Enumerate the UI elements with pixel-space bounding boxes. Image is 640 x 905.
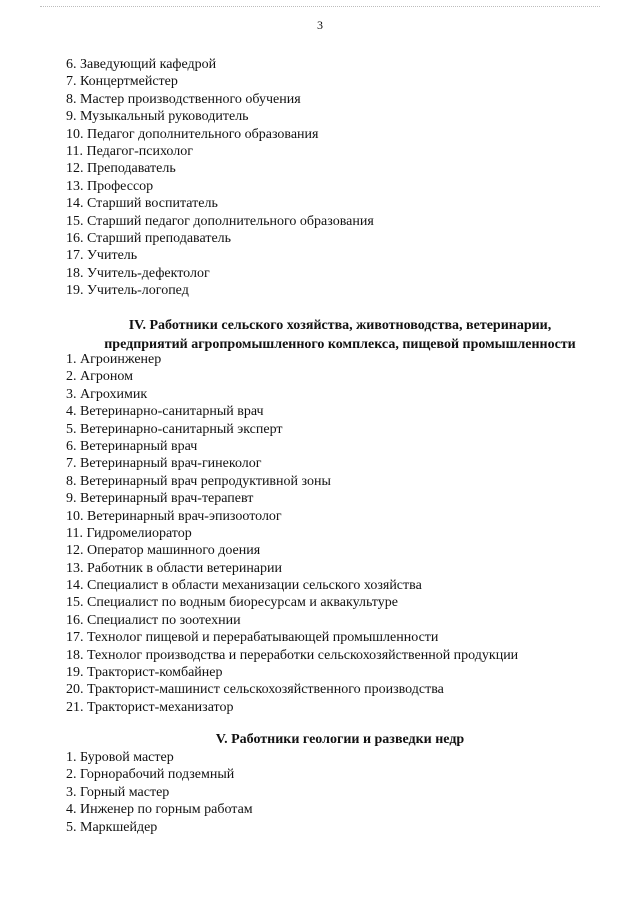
list-item: 8. Ветеринарный врач репродуктивной зоны bbox=[66, 473, 331, 489]
list-item: 11. Педагог-психолог bbox=[66, 143, 193, 159]
list-item: 16. Старший преподаватель bbox=[66, 230, 232, 246]
list-item: 20. Тракторист-машинист сельскохозяйственного производства bbox=[66, 682, 444, 698]
list-item: 2. Горнорабочий подземный bbox=[66, 767, 235, 783]
list-item: 13. Профессор bbox=[66, 178, 154, 194]
list-item: 10. Педагог дополнительного образования bbox=[66, 126, 319, 142]
list-item: 19. Тракторист-комбайнер bbox=[66, 665, 223, 681]
list-item: 15. Специалист по водным биоресурсам и аквакультуре bbox=[66, 595, 398, 611]
list-item: 18. Технолог производства и переработки сельскохозяйственной продукции bbox=[66, 647, 519, 663]
list-item: 3. Агрохимик bbox=[66, 386, 148, 402]
list-item: 5. Ветеринарно-санитарный эксперт bbox=[66, 421, 283, 437]
section-v-list bbox=[66, 749, 253, 836]
list-item: 11. Гидромелиоратор bbox=[66, 525, 192, 541]
profession-list-continued bbox=[66, 56, 374, 299]
section-iv-heading bbox=[40, 316, 640, 354]
list-item: 4. Ветеринарно-санитарный врач bbox=[66, 404, 264, 420]
list-item: 17. Технолог пищевой и перерабатывающей промышленности bbox=[66, 630, 439, 646]
list-item: 6. Ветеринарный врач bbox=[66, 438, 198, 454]
list-item: 14. Старший воспитатель bbox=[66, 196, 218, 212]
list-item: 1. Агроинженер bbox=[66, 352, 162, 367]
list-item: 6. Заведующий кафедрой bbox=[66, 57, 217, 72]
scan-artifact-line bbox=[40, 6, 600, 8]
list-item: 2. Агроном bbox=[66, 369, 133, 385]
list-item: 9. Ветеринарный врач-терапевт bbox=[66, 491, 254, 507]
list-item: 7. Ветеринарный врач-гинеколог bbox=[66, 456, 262, 472]
list-item: 13. Работник в области ветеринарии bbox=[66, 560, 283, 576]
section-iv-list bbox=[66, 351, 518, 716]
list-item: 12. Оператор машинного доения bbox=[66, 543, 261, 559]
page-number: 3 bbox=[317, 18, 323, 32]
list-item: 18. Учитель-дефектолог bbox=[66, 265, 210, 281]
list-item: 10. Ветеринарный врач-эпизоотолог bbox=[66, 508, 282, 524]
section-v-heading: V. Работники геологии и разведки недр bbox=[215, 732, 465, 747]
list-item: 14. Специалист в области механизации сельского хозяйства bbox=[66, 578, 422, 594]
list-item: 19. Учитель-логопед bbox=[66, 283, 189, 299]
list-item: 1. Буровой мастер bbox=[66, 750, 174, 765]
list-item: 4. Инженер по горным работам bbox=[66, 802, 253, 818]
list-item: 3. Горный мастер bbox=[66, 784, 170, 800]
section-iv-heading-line1: IV. Работники сельского хозяйства, животноводства, ветеринарии, bbox=[128, 318, 552, 333]
list-item: 17. Учитель bbox=[66, 248, 138, 264]
list-item: 15. Старший педагог дополнительного образования bbox=[66, 213, 374, 229]
list-item: 7. Концертмейстер bbox=[66, 74, 178, 90]
list-item: 12. Преподаватель bbox=[66, 161, 176, 177]
list-item: 5. Маркшейдер bbox=[66, 819, 158, 835]
list-item: 8. Мастер производственного обучения bbox=[66, 91, 301, 107]
list-item: 21. Тракторист-механизатор bbox=[66, 699, 234, 715]
list-item: 9. Музыкальный руководитель bbox=[66, 109, 249, 125]
section-iv-heading-line2: предприятий агропромышленного комплекса, пищевой промышленности bbox=[104, 337, 576, 352]
list-item: 16. Специалист по зоотехнии bbox=[66, 612, 241, 628]
